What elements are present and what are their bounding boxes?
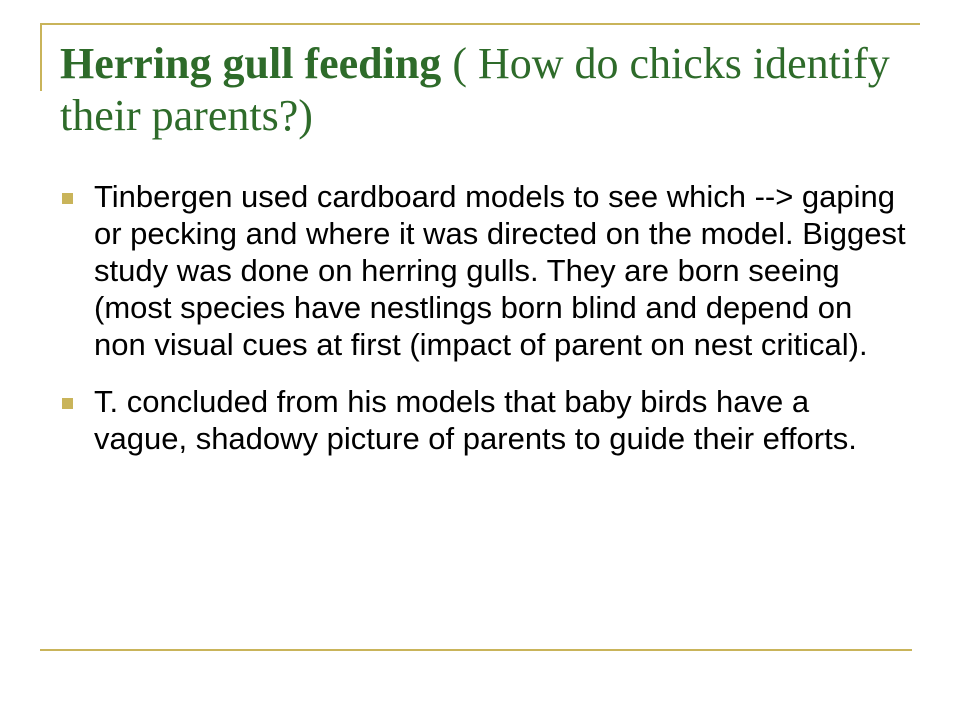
- bullet-text: T. concluded from his models that baby birds have a vague, shadowy picture of parents to guide their efforts.: [94, 384, 857, 456]
- bullet-text: Tinbergen used cardboard models to see which --> gaping or pecking and where it was directed on the model. Biggest study was done on herring gulls. They are born seeing (most species have nestlings born blind and depend on non visual cues at first (impact of parent on nest critical).: [94, 179, 906, 362]
- top-rule: [40, 23, 920, 25]
- bullet-item: [60, 383, 910, 457]
- bullet-list: [60, 178, 910, 477]
- square-bullet-icon: [62, 193, 73, 204]
- square-bullet-icon: [62, 398, 73, 409]
- bullet-item: [60, 178, 910, 363]
- slide-title: [60, 38, 900, 142]
- slide-title-rest: ( How do chicks identify their parents?): [60, 39, 890, 140]
- bottom-rule: [40, 649, 912, 651]
- slide-title-bold: Herring gull feeding: [60, 39, 442, 88]
- left-rule: [40, 23, 42, 91]
